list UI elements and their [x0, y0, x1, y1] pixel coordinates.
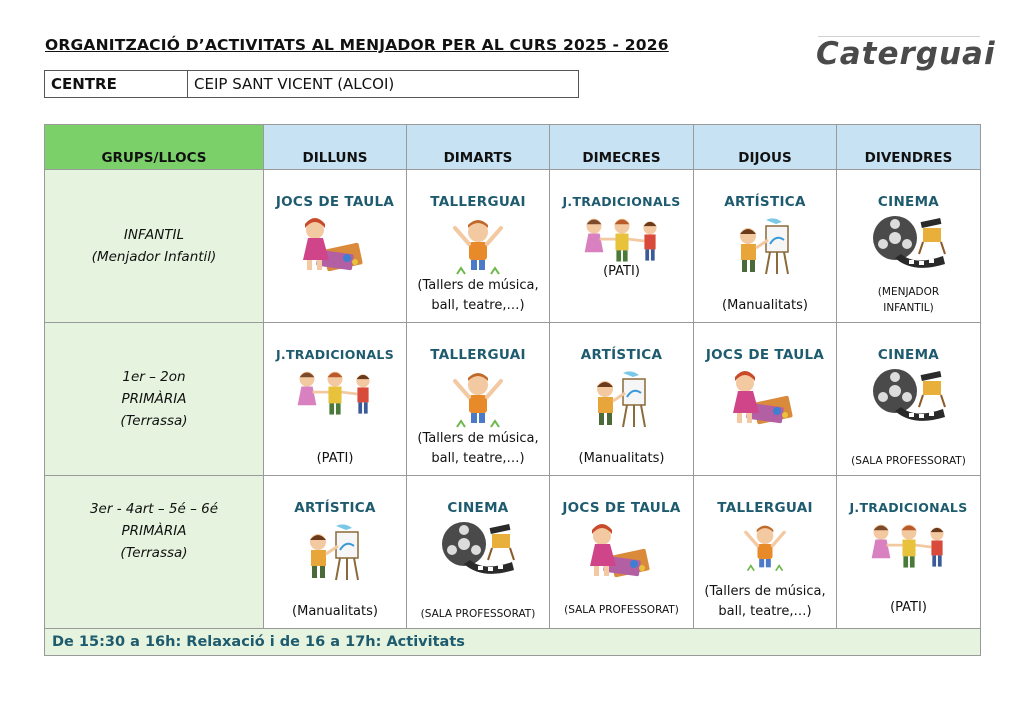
group-line: 1er – 2on [122, 369, 186, 385]
activity-cell [694, 170, 837, 323]
activity-cell [264, 170, 407, 323]
board-games-icon [582, 524, 662, 584]
activity-note: (SALA PROFESSORAT) [564, 604, 679, 616]
centre-value: CEIP SANT VICENT (ALCOI) [194, 75, 395, 93]
painting-easel-icon [300, 524, 370, 584]
activity-cell [407, 476, 550, 629]
activity-name: CINEMA [447, 500, 509, 516]
group-cell [45, 476, 264, 629]
activity-name: CINEMA [877, 347, 940, 363]
centre-label: CENTRE [45, 71, 188, 97]
centre-box [44, 70, 579, 98]
activity-cell [407, 323, 550, 476]
activity-note: (MENJADOR INFANTIL) [877, 286, 940, 314]
header-groups: GRUPS/LLOCS [45, 125, 264, 170]
activity-note: (PATI) [316, 451, 354, 466]
activity-name: J.TRADICIONALS [562, 194, 681, 209]
document-title: ORGANITZACIÓ D’ACTIVITATS AL MENJADOR PER AL CURS 2025 - 2026 [45, 36, 669, 54]
activities-table [44, 124, 981, 656]
activity-name: ARTÍSTICA [294, 500, 376, 516]
group-line: PRIMÀRIA [121, 391, 187, 407]
activity-note: (SALA PROFESSORAT) [851, 455, 966, 467]
activity-cell [550, 323, 694, 476]
group-line: (Terrassa) [120, 545, 188, 561]
group-line: (Menjador Infantil) [91, 249, 217, 265]
header-dijous: DIJOUS [694, 125, 837, 170]
traditional-games-icon [859, 519, 959, 575]
group-cell [45, 323, 264, 476]
activity-note: (Tallers de música, ball, teatre,…) [704, 584, 826, 619]
header-dimarts: DIMARTS [407, 125, 550, 170]
activity-cell [264, 476, 407, 629]
activity-cell [264, 323, 407, 476]
schedule-footer: De 15:30 a 16h: Relaxació i de 16 a 17h: Activitats [45, 629, 981, 656]
activity-cell [837, 476, 981, 629]
workshop-child-icon [443, 371, 513, 431]
footer-row [45, 629, 981, 656]
film-reel-icon [869, 367, 949, 431]
activity-name: J.TRADICIONALS [275, 347, 394, 362]
activity-note: (Manualitats) [722, 298, 808, 313]
activity-cell [550, 476, 694, 629]
activity-name: JOCS DE TAULA [562, 500, 681, 516]
group-line: (Terrassa) [120, 413, 188, 429]
film-reel-icon [438, 520, 518, 584]
table-row [45, 323, 981, 476]
activity-cell [407, 170, 550, 323]
header-dilluns: DILLUNS [264, 125, 407, 170]
painting-easel-icon [587, 371, 657, 431]
group-cell [45, 170, 264, 323]
activity-note: (Manualitats) [292, 604, 378, 619]
header-divendres: DIVENDRES [837, 125, 981, 170]
activity-cell [837, 170, 981, 323]
activity-cell [550, 170, 694, 323]
activity-note: (PATI) [890, 600, 927, 615]
activity-name: JOCS DE TAULA [275, 194, 395, 210]
activity-name: TALLERGUAI [717, 500, 813, 516]
activity-note: (Tallers de música, ball, teatre,…) [417, 278, 539, 313]
activity-cell [837, 323, 981, 476]
workshop-child-icon [443, 218, 513, 278]
activity-name: J.TRADICIONALS [849, 500, 968, 515]
activity-note: (PATI) [603, 264, 640, 279]
caterguai-logo: Caterguai [816, 36, 996, 72]
activity-cell [694, 476, 837, 629]
group-line: PRIMÀRIA [121, 523, 187, 539]
group-line: INFANTIL [123, 227, 185, 243]
group-line: 3er - 4art – 5é – 6é [89, 501, 219, 517]
traditional-games-icon [572, 213, 672, 269]
traditional-games-icon [285, 366, 385, 422]
table-row [45, 476, 981, 629]
activity-name: JOCS DE TAULA [705, 347, 825, 363]
activity-note: (Manualitats) [578, 451, 665, 466]
painting-easel-icon [730, 218, 800, 278]
activity-name: ARTÍSTICA [724, 194, 806, 210]
activity-name: TALLERGUAI [430, 347, 526, 363]
board-games-icon [725, 371, 805, 431]
activity-name: CINEMA [877, 194, 940, 210]
table-row [45, 170, 981, 323]
header-row [45, 125, 981, 170]
activity-note: (SALA PROFESSORAT) [420, 608, 536, 620]
activity-name: ARTÍSTICA [580, 347, 663, 363]
workshop-child-icon [730, 524, 800, 574]
board-games-icon [295, 218, 375, 278]
activity-cell [694, 323, 837, 476]
activity-note: (Tallers de música, ball, teatre,…) [417, 431, 539, 466]
activity-name: TALLERGUAI [430, 194, 526, 210]
header-dimecres: DIMECRES [550, 125, 694, 170]
film-reel-icon [869, 214, 949, 278]
